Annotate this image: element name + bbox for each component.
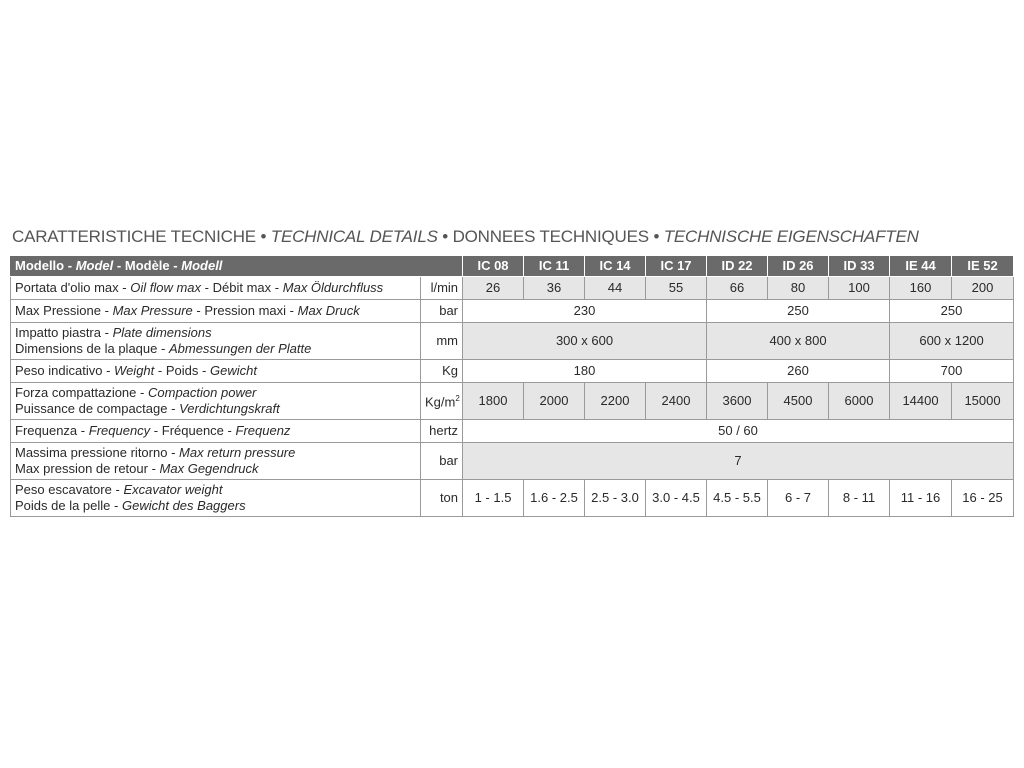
row-label: Portata d'olio max - Oil flow max - Débit max - Max Öldurchfluss [11, 277, 421, 300]
table-cell: 250 [890, 300, 1014, 323]
row-unit: mm [421, 323, 463, 360]
table-cell: 160 [890, 277, 952, 300]
table-cell: 1 - 1.5 [463, 480, 524, 517]
model-header: IC 17 [646, 256, 707, 277]
technical-details-table [10, 255, 1014, 517]
table-cell: 3600 [707, 383, 768, 420]
table-cell: 230 [463, 300, 707, 323]
table-cell: 2200 [585, 383, 646, 420]
title-de: TECHNISCHE EIGENSCHAFTEN [663, 227, 919, 246]
row-unit: hertz [421, 420, 463, 443]
row-plate-dimensions [11, 323, 1014, 360]
table-cell: 7 [463, 443, 1014, 480]
title-it: CARATTERISTICHE TECNICHE [12, 227, 256, 246]
table-cell: 200 [952, 277, 1014, 300]
title-en: TECHNICAL DETAILS [270, 227, 438, 246]
row-unit: bar [421, 443, 463, 480]
row-oil-flow [11, 277, 1014, 300]
table-cell: 14400 [890, 383, 952, 420]
row-unit: $Kg/m^2$ [421, 383, 463, 420]
model-header: IE 52 [952, 256, 1014, 277]
row-frequency [11, 420, 1014, 443]
row-label: Peso indicativo - Weight - Poids - Gewicht [11, 360, 421, 383]
table-cell: 55 [646, 277, 707, 300]
table-cell: 80 [768, 277, 829, 300]
row-label: Forza compattazione - Compaction power Puissance de compactage - Verdichtungskraft [11, 383, 421, 420]
row-unit: ton [421, 480, 463, 517]
title-fr: DONNEES TECHNIQUES [452, 227, 649, 246]
row-unit: l/min [421, 277, 463, 300]
row-unit: Kg [421, 360, 463, 383]
title-bullet: • [260, 227, 267, 246]
table-cell: 1.6 - 2.5 [524, 480, 585, 517]
row-max-pressure [11, 300, 1014, 323]
table-cell: 260 [707, 360, 890, 383]
table-cell: 15000 [952, 383, 1014, 420]
row-label: Peso escavatore - Excavator weight Poids de la pelle - Gewicht des Baggers [11, 480, 421, 517]
row-compaction-power [11, 383, 1014, 420]
table-cell: 6000 [829, 383, 890, 420]
table-cell: 180 [463, 360, 707, 383]
table-cell: 400 x 800 [707, 323, 890, 360]
table-cell: 300 x 600 [463, 323, 707, 360]
table-cell: 2400 [646, 383, 707, 420]
page-title [12, 227, 919, 247]
model-header: ID 26 [768, 256, 829, 277]
table-cell: 44 [585, 277, 646, 300]
row-unit: bar [421, 300, 463, 323]
table-cell: 2000 [524, 383, 585, 420]
table-cell: 4500 [768, 383, 829, 420]
table-cell: 66 [707, 277, 768, 300]
row-label: Frequenza - Frequency - Fréquence - Frequenz [11, 420, 421, 443]
row-label: Max Pressione - Max Pressure - Pression maxi - Max Druck [11, 300, 421, 323]
table-cell: 4.5 - 5.5 [707, 480, 768, 517]
table-cell: 250 [707, 300, 890, 323]
header-model-label: Modello - Model - Modèle - Modell [11, 256, 463, 277]
model-header: IC 08 [463, 256, 524, 277]
table-cell: 26 [463, 277, 524, 300]
row-label: Impatto piastra - Plate dimensions Dimensions de la plaque - Abmessungen der Platte [11, 323, 421, 360]
table-header-row [11, 256, 1014, 277]
row-return-pressure [11, 443, 1014, 480]
row-weight [11, 360, 1014, 383]
table-cell: 16 - 25 [952, 480, 1014, 517]
model-header: IC 14 [585, 256, 646, 277]
title-bullet: • [442, 227, 449, 246]
model-header: IE 44 [890, 256, 952, 277]
model-header: ID 22 [707, 256, 768, 277]
table-cell: 3.0 - 4.5 [646, 480, 707, 517]
table-cell: 36 [524, 277, 585, 300]
table-cell: 700 [890, 360, 1014, 383]
table-cell: 2.5 - 3.0 [585, 480, 646, 517]
table-cell: 6 - 7 [768, 480, 829, 517]
table-cell: 11 - 16 [890, 480, 952, 517]
model-header: IC 11 [524, 256, 585, 277]
row-excavator-weight [11, 480, 1014, 517]
model-header: ID 33 [829, 256, 890, 277]
table-cell: 100 [829, 277, 890, 300]
table-cell: 600 x 1200 [890, 323, 1014, 360]
table-cell: 50 / 60 [463, 420, 1014, 443]
title-bullet: • [653, 227, 660, 246]
table-cell: 1800 [463, 383, 524, 420]
row-label: Massima pressione ritorno - Max return pressure Max pression de retour - Max Gegendruck [11, 443, 421, 480]
table-cell: 8 - 11 [829, 480, 890, 517]
